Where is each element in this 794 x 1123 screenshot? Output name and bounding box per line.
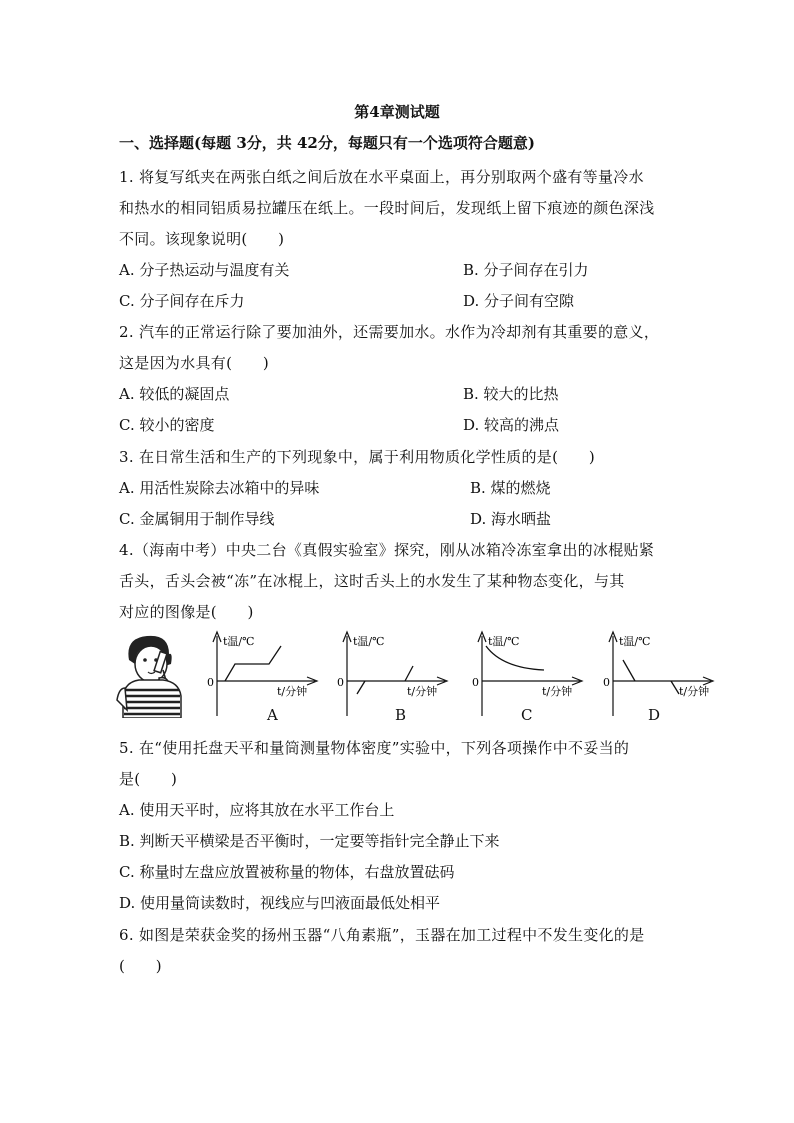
graph-a-label: A [267,706,278,724]
q5-line-1: 5. 在“使用托盘天平和量筒测量物体密度”实验中，下列各项操作中不妥当的 [119,739,630,757]
graph-c [472,628,592,718]
q6-line-1: 6. 如图是荣获金奖的扬州玉器“八角素瓶”，玉器在加工过程中不发生变化的是 [119,926,645,944]
graph-c-label: C [521,706,533,724]
graph-c-y-label: t温/℃ [488,635,520,648]
q3-option-c: C. 金属铜用于制作导线 [119,510,275,528]
graph-d-label: D [648,706,661,724]
graph-a-origin: 0 [207,676,214,689]
q1-line-3: 不同。该现象说明( ) [119,230,285,248]
q2-option-a: A. 较低的凝固点 [119,385,230,403]
graph-a-x-label: t/分钟 [277,685,308,698]
q1-line-2: 和热水的相同铝质易拉罐压在纸上。一段时间后，发现纸上留下痕迹的颜色深浅 [119,199,655,217]
q4-line-1: 4.（海南中考）中央二台《真假实验室》探究，刚从冰箱冷冻室拿出的冰棍贴紧 [119,541,655,559]
q5-option-d: D. 使用量筒读数时，视线应与凹液面最低处相平 [119,894,441,912]
q3-line-1: 3. 在日常生活和生产的下列现象中，属于利用物质化学性质的是( ) [119,448,595,466]
graph-b-label: B [395,706,407,724]
graph-c-x-label: t/分钟 [542,685,573,698]
graph-b [337,628,457,718]
q2-option-d: D. 较高的沸点 [463,416,560,434]
page-title: 第4章测试题 [354,103,440,121]
q1-line-1: 1. 将复写纸夹在两张白纸之间后放在水平桌面上，再分别取两个盛有等量冷水 [119,168,644,186]
graph-b-origin: 0 [337,676,344,689]
boy-illustration [115,630,195,718]
q1-option-c: C. 分子间存在斥力 [119,292,245,310]
q2-line-2: 这是因为水具有( ) [119,354,270,372]
graph-d-x-label: t/分钟 [679,685,710,698]
q2-option-b: B. 较大的比热 [463,385,559,403]
q4-figure [115,628,725,728]
graph-b-x-label: t/分钟 [407,685,438,698]
q2-option-c: C. 较小的密度 [119,416,215,434]
section-heading: 一、选择题(每题 3分，共 42分，每题只有一个选项符合题意) [119,134,535,152]
graph-a [207,628,327,718]
graph-d [603,628,723,718]
q4-line-3: 对应的图像是( ) [119,603,254,621]
graph-a-y-label: t温/℃ [223,635,255,648]
q5-line-2: 是( ) [119,770,178,788]
q1-option-d: D. 分子间有空隙 [463,292,575,310]
q4-line-2: 舌头，舌头会被“冻”在冰棍上，这时舌头上的水发生了某种物态变化，与其 [119,572,625,590]
q2-line-1: 2. 汽车的正常运行除了要加油外，还需要加水。水作为冷却剂有其重要的意义， [119,323,660,341]
q5-option-a: A. 使用天平时，应将其放在水平工作台上 [119,801,395,819]
q3-option-b: B. 煤的燃烧 [470,479,551,497]
graph-d-y-label: t温/℃ [619,635,651,648]
q5-option-b: B. 判断天平横梁是否平衡时，一定要等指针完全静止下来 [119,832,500,850]
q1-option-b: B. 分子间存在引力 [463,261,589,279]
q3-option-a: A. 用活性炭除去冰箱中的异味 [119,479,320,497]
q5-option-c: C. 称量时左盘应放置被称量的物体，右盘放置砝码 [119,863,455,881]
q1-option-a: A. 分子热运动与温度有关 [119,261,290,279]
graph-b-y-label: t温/℃ [353,635,385,648]
q6-line-2: ( ) [119,957,162,975]
q3-option-d: D. 海水晒盐 [470,510,552,528]
graph-c-origin: 0 [472,676,479,689]
graph-d-origin: 0 [603,676,610,689]
